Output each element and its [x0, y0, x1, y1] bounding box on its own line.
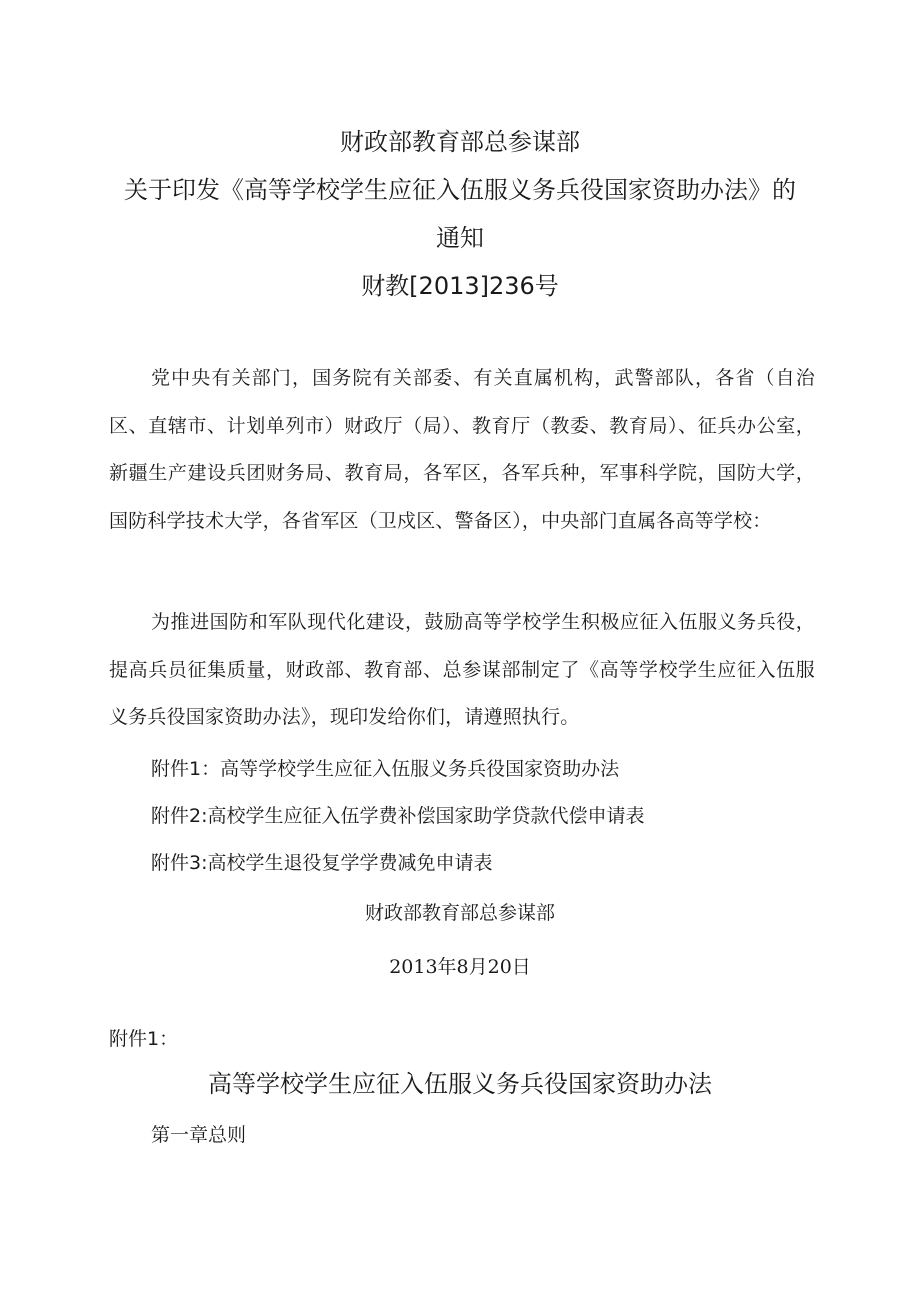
appendix-label: 附件1：: [109, 1028, 179, 1050]
appendix-title: 高等学校学生应征入伍服义务兵役国家资助办法: [208, 1070, 712, 1098]
notice-title-line-1: 关于印发《高等学校学生应征入伍服义务兵役国家资助办法》的: [124, 176, 796, 204]
attachment-item-3: 附件3:高校学生退役复学学费减免申请表: [151, 852, 493, 874]
document-number: 财教[2013]236号: [361, 272, 559, 300]
signer-line: 财政部教育部总参谋部: [364, 902, 555, 924]
notice-title-line-2: 通知: [436, 224, 484, 252]
attachment-item-1: 附件1：高等学校学生应征入伍服义务兵役国家资助办法: [151, 758, 620, 780]
addressee-paragraph: 党中央有关部门，国务院有关部委、有关直属机构，武警部队，各省（自治区、直辖市、计划单列市）财政厅（局）、教育厅（教委、教育局）、征兵办公室，新疆生产建设兵团财务局、教育局，各军区，各军兵种，军事科学院，国防大学，国防科学技术大学，各省军区（卫戍区、警备区），中央部门直属各高等学校：: [109, 367, 815, 532]
chapter-heading: 第一章总则: [151, 1124, 247, 1146]
main-paragraph: 为推进国防和军队现代化建设，鼓励高等学校学生积极应征入伍服义务兵役，提高兵员征集质量，财政部、教育部、总参谋部制定了《高等学校学生应征入伍服义务兵役国家资助办法》，现印发给你们，请遵照执行。: [109, 611, 815, 728]
attachment-item-2: 附件2:高校学生应征入伍学费补偿国家助学贷款代偿申请表: [151, 805, 645, 827]
issue-date: 2013年8月20日: [389, 956, 531, 978]
issuers-heading: 财政部教育部总参谋部: [340, 128, 580, 156]
